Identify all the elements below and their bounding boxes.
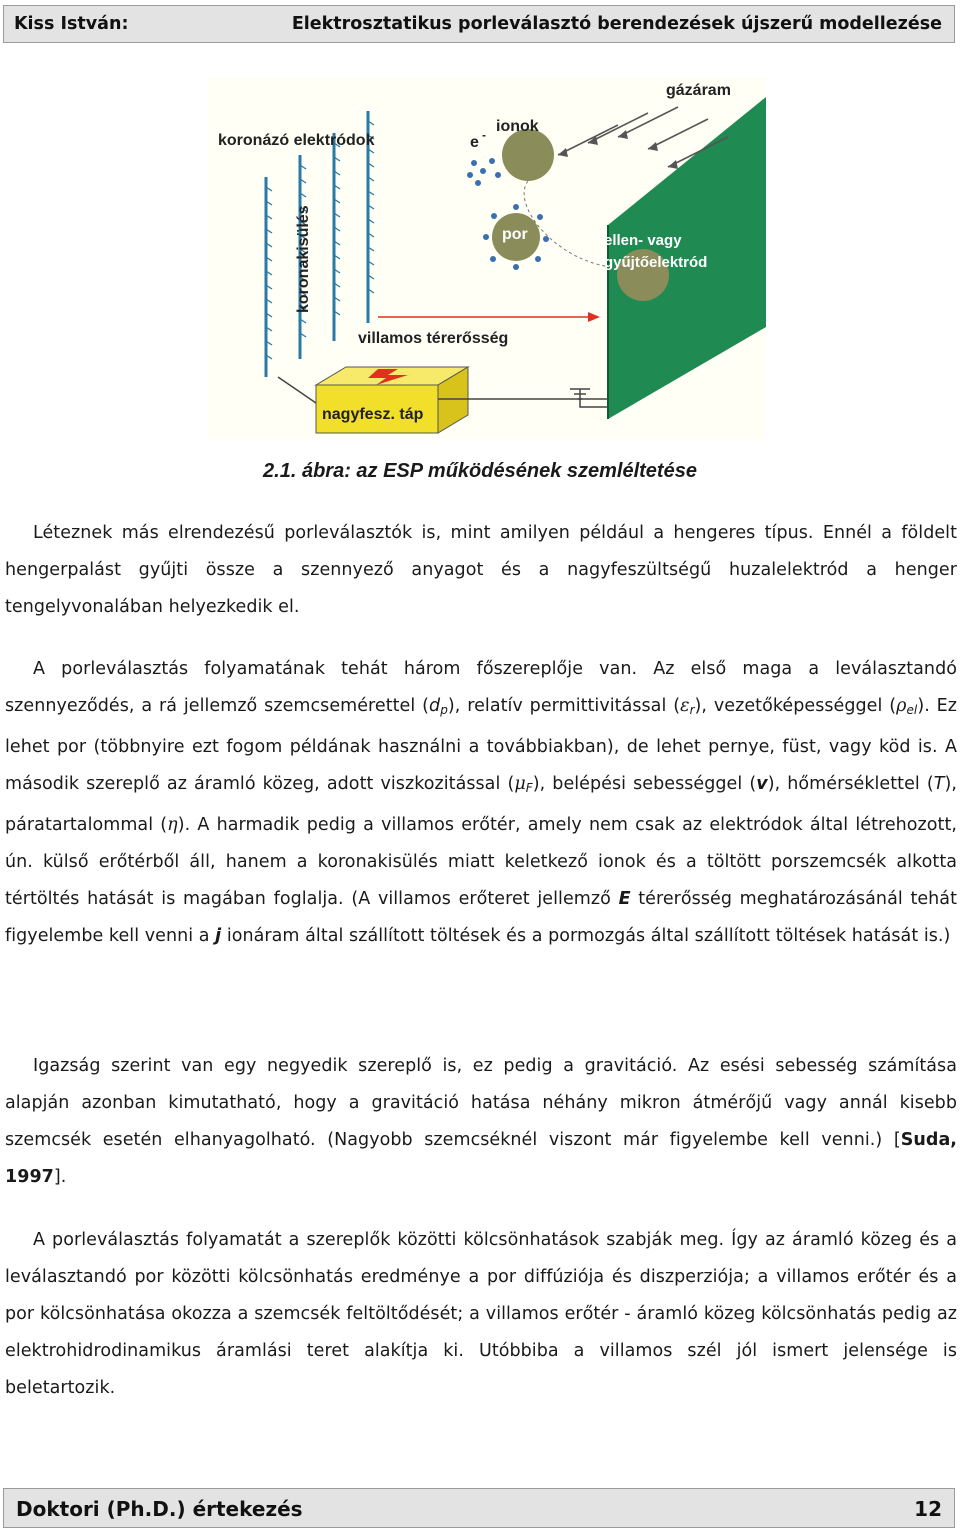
page-number: 12 <box>914 1497 942 1521</box>
label-corona-discharge: koronakisülés <box>295 205 312 313</box>
footer-title: Doktori (Ph.D.) értekezés <box>16 1497 303 1521</box>
dust-particle-incoming <box>502 129 554 181</box>
esp-illustration <box>208 77 766 439</box>
label-collector-2: gyűjtőelektród <box>604 254 708 271</box>
paragraph-1 <box>5 515 957 626</box>
paragraph-4 <box>5 1222 957 1407</box>
label-dust: por <box>502 226 528 243</box>
header-title: Elektrosztatikus porleválasztó berendezések újszerű modellezése <box>291 14 942 34</box>
citation: Suda, 1997 <box>5 1130 957 1187</box>
p4-text: A porleválasztás folyamatát a szereplők közötti kölcsönhatások szabják meg. Így az áramló közeg és a leválasztandó por közötti kölcsönhatás eredménye a por diffúziója és diszperziója; a villamos erőtér és a por kölcsönhatása okozza a szemcsék feltöltődését; a villamos erőtér - áramló közeg kölcsönhatás pedig az elektrohidrodinamikus áramlási teret alakítja ki. Utóbbiba a villamos szél jól ismert jelensége is beletartozik. <box>5 1230 957 1398</box>
header-author: Kiss István: <box>14 14 129 34</box>
label-ions: ionok <box>496 118 539 135</box>
label-electron: e <box>470 134 479 151</box>
page-footer <box>3 1488 955 1528</box>
page-header <box>3 5 955 43</box>
label-collector-1: ellen- vagy <box>604 232 682 249</box>
paragraph-2: A porleválasztás folyamatának tehát három főszereplője van. Az első maga a leválasztandó szennyeződés, a rá jellemző szemcsemérettel $(d_p)$, relatív permittivitással $(\varepsilon_r)$, vezetőképességgel $(\rho_{el})$. Ez lehet por (többnyire ezt fogom példának használni a továbbiakban), de lehet pernye, füst, vagy köd is. A második szereplő az áramló közeg, adott viszkozitással $(\mu_F)$, belépési sebességgel (v), hőmérséklettel (T), páratartalommal (η). A harmadik pedig a villamos erőtér, amely nem csak az elektródok által létrehozott, ún. külső erőtérből áll, hanem a koronakisülés miatt keletkező ionok és a töltött porszemcsék alkotta tértöltés hatását is magában foglalja. (A villamos erőteret jellemző E térerősség meghatározásánál tehát figyelembe kell venni a j ionáram által szállított töltések és a pormozgás által szállított töltések hatását is.) <box>5 659 958 946</box>
label-gas-flow: gázáram <box>666 82 731 99</box>
p1-text: Léteznek más elrendezésű porleválasztók is, mint amilyen például a hengeres típus. Ennél a földelt hengerpalást gyűjti össze a szennyező anyagot és a nagyfeszültségű huzalelektród a henger tengelyvonalában helyezkedik el. <box>5 523 957 617</box>
figure-caption: 2.1. ábra: az ESP működésének szemléltetése <box>263 460 697 482</box>
paragraph-3: Igazság szerint van egy negyedik szereplő is, ez pedig a gravitáció. Az esési sebesség számítása alapján azonban kimutatható, hogy a gravitáció hatása néhány mikron átmérőjű vagy annál kisebb szemcsék esetén elhanyagolható. (Nagyobb szemcséknél viszont már figyelembe kell venni.) [Suda, 1997]. <box>5 1056 957 1187</box>
label-electron-sup: - <box>482 128 486 142</box>
label-corona-electrodes: koronázó elektródok <box>218 132 375 149</box>
label-power-supply: nagyfesz. táp <box>322 406 424 423</box>
label-field-strength: villamos térerősség <box>358 330 509 347</box>
